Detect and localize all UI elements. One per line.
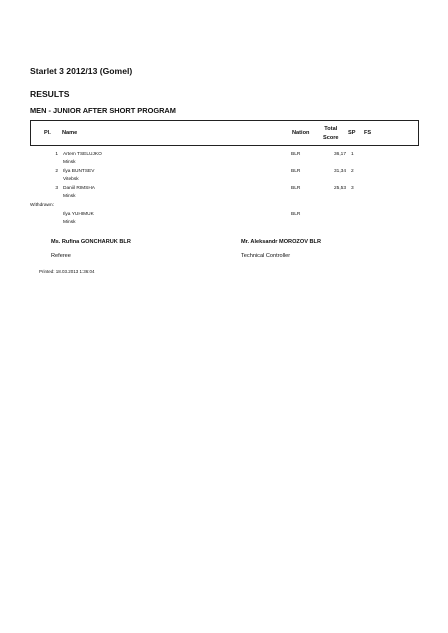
row-place: 1 xyxy=(55,152,58,157)
row-club: Minsk xyxy=(63,160,76,165)
row-club-line xyxy=(30,177,419,185)
header-total-line2: Score xyxy=(323,135,339,141)
printed-timestamp: Printed: 18.03.2013 1:36:04 xyxy=(39,269,95,274)
header-sp: SP xyxy=(348,130,356,136)
row-place: 2 xyxy=(55,169,58,174)
header-name: Name xyxy=(62,130,78,136)
row-score: 25,53 xyxy=(333,186,346,191)
row-club: Minsk xyxy=(63,220,76,225)
results-table-header xyxy=(30,120,419,146)
withdrawn-label: Withdrawn: xyxy=(30,203,54,208)
row-sp: 3 xyxy=(351,186,354,191)
table-row xyxy=(30,185,419,194)
row-club: Minsk xyxy=(63,194,76,199)
row-club-line xyxy=(30,160,419,168)
category-heading: MEN - JUNIOR AFTER SHORT PROGRAM xyxy=(30,106,176,115)
row-name: Daniil RIMSHA xyxy=(63,186,95,191)
row-name: Ilya BUNTSEV xyxy=(63,169,95,174)
header-nation: Nation xyxy=(292,130,310,136)
row-club-line xyxy=(30,220,419,228)
row-nation: BLR xyxy=(291,152,301,157)
event-title: Starlet 3 2012/13 (Gomel) xyxy=(30,66,133,76)
row-sp: 1 xyxy=(351,152,354,157)
withdrawn-label-line xyxy=(30,202,419,211)
row-club-line xyxy=(30,194,419,202)
official-role: Technical Controller xyxy=(241,253,291,259)
row-score: 36,17 xyxy=(333,152,346,157)
official-referee xyxy=(51,239,131,259)
row-nation: BLR xyxy=(291,186,301,191)
row-nation: BLR xyxy=(291,212,301,217)
results-table-body xyxy=(30,151,419,228)
row-club: Vitebsk xyxy=(63,177,79,182)
official-role: Referee xyxy=(51,253,71,259)
table-row xyxy=(30,168,419,177)
header-total-score xyxy=(323,125,339,143)
row-score: 31,34 xyxy=(333,169,346,174)
withdrawn-row xyxy=(30,211,419,220)
row-sp: 2 xyxy=(351,169,354,174)
official-name: Mr. Aleksandr MOROZOV BLR xyxy=(241,239,321,245)
header-place: Pl. xyxy=(44,130,51,136)
results-heading: RESULTS xyxy=(30,89,70,99)
header-fs: FS xyxy=(364,130,372,136)
row-nation: BLR xyxy=(291,169,301,174)
table-row xyxy=(30,151,419,160)
row-name: Artem TSELUJKO xyxy=(63,152,102,157)
header-total-line1: Total xyxy=(324,126,338,132)
row-place: 3 xyxy=(55,186,58,191)
official-technical-controller xyxy=(241,239,321,259)
official-name: Ms. Rufina GONCHARUK BLR xyxy=(51,239,131,245)
row-name: Ilya YUHIMUK xyxy=(63,212,94,217)
